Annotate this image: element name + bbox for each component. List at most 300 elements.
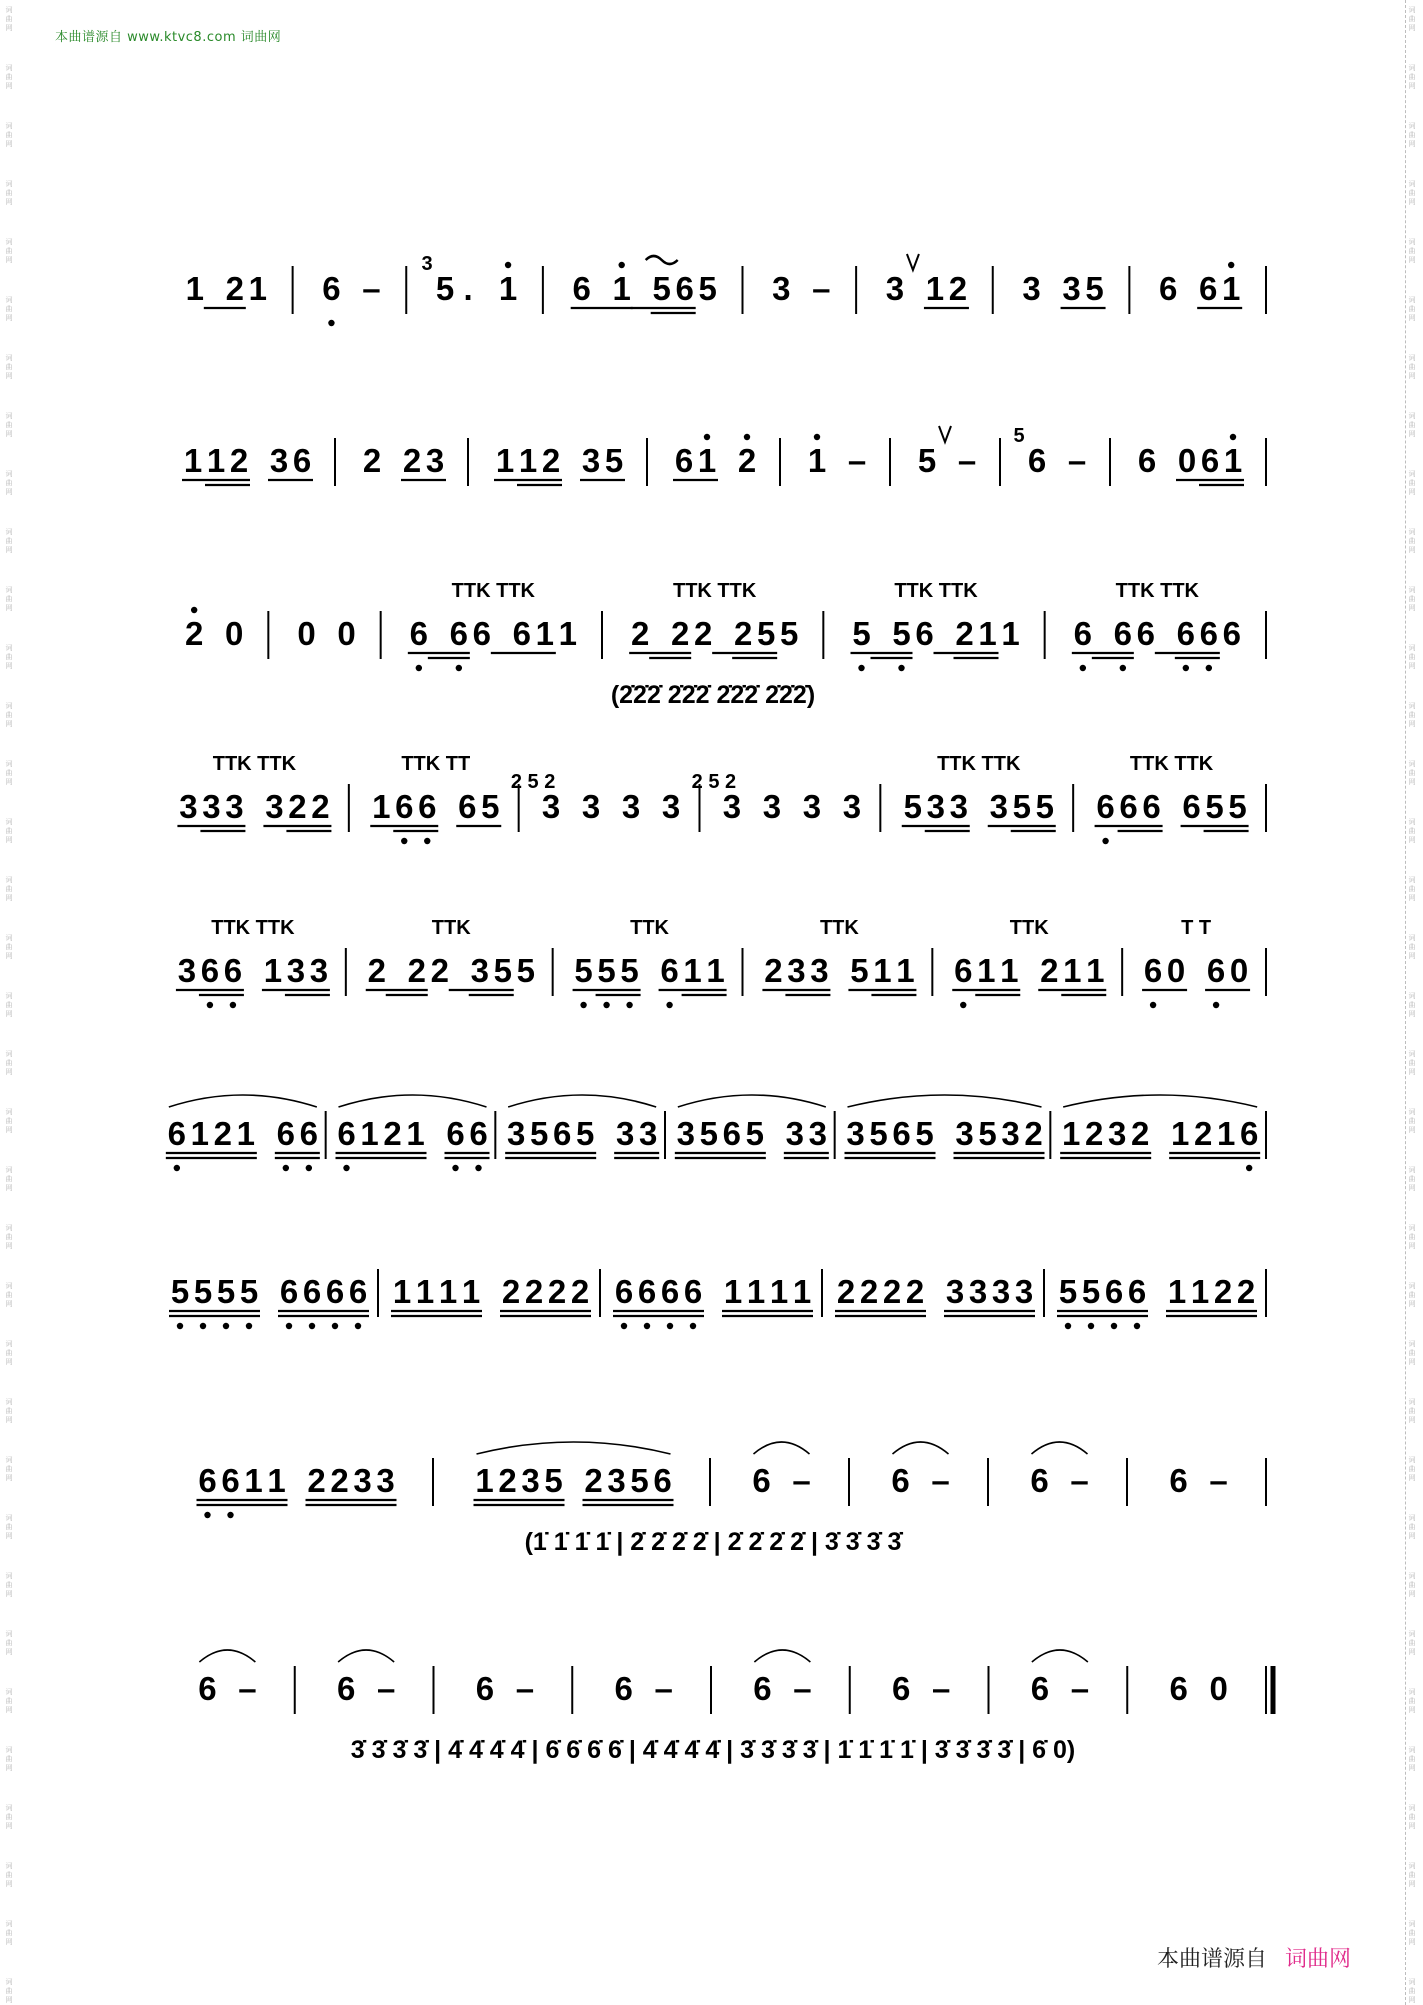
note-glyph: 1 bbox=[977, 952, 996, 989]
note-glyph: 5 bbox=[978, 1115, 997, 1152]
accompaniment-line: 3̇ 3̇ 3̇ 3̇ | 4̇ 4̇ 4̇ 4̇ | 6̇ 6̇ 6̇ 6̇ | 4̇ 4̇ 4̇ 4̇ | 3̇ 3̇ 3̇ 3̇ | 1̇ 1̇ 1̇ 1̇ | 3̇ 3̇ 3̇ 3̇ | 6̇ 0) bbox=[350, 1736, 1076, 1764]
note-glyph: 1 bbox=[495, 442, 515, 479]
note-glyph: 2 bbox=[1084, 1115, 1104, 1152]
side-watermark-glyph: 词 bbox=[5, 1978, 13, 1986]
note-glyph: 1 bbox=[236, 1115, 256, 1152]
side-watermark-glyph: 曲 bbox=[5, 1987, 13, 1995]
note-glyph: 3 bbox=[269, 442, 289, 479]
side-watermark-glyph: 词 bbox=[5, 1746, 13, 1754]
note-glyph: – bbox=[793, 1670, 812, 1707]
side-watermark-glyph: 网 bbox=[5, 372, 13, 380]
side-watermark-glyph: 曲 bbox=[5, 885, 13, 893]
slur-arc bbox=[169, 1095, 317, 1107]
side-watermark-glyph: 网 bbox=[1408, 1532, 1416, 1540]
low-octave-dot bbox=[200, 1323, 206, 1329]
footer-lead-text: 本曲谱源自 bbox=[1157, 1947, 1268, 1972]
note-glyph: 0 bbox=[1177, 442, 1197, 479]
low-octave-dot bbox=[328, 320, 334, 326]
note-glyph: 6 bbox=[1073, 615, 1093, 652]
side-watermark-glyph: 网 bbox=[5, 546, 13, 554]
note-glyph: 1 bbox=[360, 1115, 379, 1152]
low-octave-dot bbox=[580, 1002, 586, 1008]
side-watermark-glyph: 词 bbox=[1408, 992, 1416, 1000]
side-watermark-glyph: 词 bbox=[5, 1224, 13, 1232]
note-glyph: 1 bbox=[1223, 442, 1243, 479]
note-glyph: 3 bbox=[521, 1462, 540, 1499]
note-glyph: 6 bbox=[512, 615, 532, 652]
note-glyph: 2 bbox=[288, 788, 307, 825]
side-watermark-glyph: 网 bbox=[1408, 1358, 1416, 1366]
low-octave-dot bbox=[603, 1002, 609, 1008]
note-glyph: 0 bbox=[297, 615, 316, 652]
note-glyph: 6 bbox=[221, 1462, 240, 1499]
note-glyph: 6 bbox=[753, 1670, 772, 1707]
low-octave-dot bbox=[1246, 1165, 1252, 1171]
note-glyph: 1 bbox=[263, 952, 283, 989]
accompaniment-line: (1̇ 1̇ 1̇ 1̇ | 2̇ 2̇ 2̇ 2̇ | 2̇ 2̇ 2̇ 2̇ | 3̇ 3̇ 3̇ 3̇ bbox=[524, 1528, 902, 1556]
side-watermark-glyph: 网 bbox=[1408, 430, 1416, 438]
note-glyph: 3 bbox=[179, 788, 198, 825]
side-watermark-glyph: 词 bbox=[5, 6, 13, 14]
side-watermark-glyph: 曲 bbox=[5, 1001, 13, 1009]
side-watermark-glyph: 曲 bbox=[1408, 537, 1416, 545]
side-watermark-glyph: 词 bbox=[1408, 1862, 1416, 1870]
note-glyph: 6 bbox=[1159, 270, 1178, 307]
side-watermark-glyph: 网 bbox=[5, 1880, 13, 1888]
note-glyph: 3 bbox=[762, 788, 782, 825]
side-watermark-glyph: 曲 bbox=[5, 1349, 13, 1357]
low-octave-dot bbox=[1120, 665, 1126, 671]
high-octave-dot bbox=[1228, 262, 1234, 268]
note-glyph: 6 bbox=[395, 788, 414, 825]
low-octave-dot bbox=[1111, 1323, 1117, 1329]
note-glyph: 2 bbox=[383, 1115, 402, 1152]
breath-mark bbox=[907, 254, 919, 270]
side-watermark-glyph: 网 bbox=[5, 778, 13, 786]
note-glyph: – bbox=[1067, 442, 1087, 479]
side-watermark-glyph: 网 bbox=[5, 1068, 13, 1076]
note-glyph: 3 bbox=[376, 1462, 395, 1499]
note-glyph: 2 bbox=[882, 1273, 902, 1310]
note-glyph: 1 bbox=[244, 1462, 263, 1499]
side-watermark-glyph: 词 bbox=[1408, 1630, 1416, 1638]
note-glyph: 6 bbox=[637, 1273, 657, 1310]
note-glyph: 3 bbox=[506, 1115, 526, 1152]
side-watermark-glyph: 词 bbox=[5, 1398, 13, 1406]
side-watermark-glyph: 曲 bbox=[5, 1117, 13, 1125]
side-watermark-glyph: 词 bbox=[1408, 1108, 1416, 1116]
note-glyph: 5 bbox=[597, 952, 616, 989]
side-watermark-glyph: 曲 bbox=[1408, 1465, 1416, 1473]
side-watermark-glyph: 网 bbox=[5, 894, 13, 902]
note-glyph: 6 bbox=[892, 1115, 911, 1152]
side-watermark-glyph: 曲 bbox=[5, 711, 13, 719]
note-glyph: 6 bbox=[1096, 788, 1115, 825]
low-octave-dot bbox=[1213, 1002, 1219, 1008]
note-glyph: 2 bbox=[229, 442, 249, 479]
side-watermark-glyph: 曲 bbox=[1408, 1929, 1416, 1937]
side-watermark-glyph: 词 bbox=[1408, 818, 1416, 826]
note-glyph: 6 bbox=[1199, 270, 1218, 307]
side-watermark-glyph: 词 bbox=[1408, 934, 1416, 942]
note-glyph: 1 bbox=[518, 442, 538, 479]
note-glyph: 3 bbox=[802, 788, 822, 825]
side-watermark-glyph: 词 bbox=[1408, 1282, 1416, 1290]
note-glyph: 1 bbox=[535, 615, 555, 652]
side-watermark-glyph: 网 bbox=[1408, 662, 1416, 670]
side-watermark-glyph: 曲 bbox=[5, 1059, 13, 1067]
tonguing-mark: TTK bbox=[630, 917, 670, 939]
note-glyph: 5 bbox=[604, 442, 624, 479]
note-glyph: 2 bbox=[213, 1115, 233, 1152]
note-glyph: 6 bbox=[446, 1115, 465, 1152]
side-watermark-glyph: 词 bbox=[5, 1572, 13, 1580]
note-glyph: 1 bbox=[438, 1273, 458, 1310]
note-glyph: 2 bbox=[402, 442, 422, 479]
note-glyph: – bbox=[1070, 1670, 1090, 1707]
side-watermark-glyph: 网 bbox=[1408, 720, 1416, 728]
note-glyph: 1 bbox=[267, 1462, 286, 1499]
note-glyph: 1 bbox=[183, 442, 203, 479]
note-glyph: 2 bbox=[859, 1273, 879, 1310]
note-glyph: 3 bbox=[787, 952, 806, 989]
mordent-ornament bbox=[646, 256, 678, 264]
side-watermark-glyph: 网 bbox=[5, 430, 13, 438]
low-octave-dot bbox=[286, 1323, 292, 1329]
note-glyph: 5 bbox=[529, 1115, 549, 1152]
side-watermark-glyph: 网 bbox=[5, 662, 13, 670]
side-watermark-glyph: 曲 bbox=[1408, 1407, 1416, 1415]
note-glyph: 2 bbox=[307, 1462, 326, 1499]
note-glyph: 5 bbox=[1085, 270, 1104, 307]
side-watermark-glyph: 词 bbox=[1408, 1166, 1416, 1174]
low-octave-dot bbox=[456, 665, 462, 671]
note-glyph: 6 bbox=[302, 1273, 322, 1310]
note-glyph: 5 bbox=[1081, 1273, 1101, 1310]
low-octave-dot bbox=[306, 1165, 312, 1171]
note-glyph: 6 bbox=[276, 1115, 296, 1152]
side-watermark-glyph: 词 bbox=[1408, 6, 1416, 14]
low-octave-dot bbox=[1088, 1323, 1094, 1329]
note-glyph: 3 bbox=[785, 1115, 805, 1152]
note-glyph: 6 bbox=[1030, 1462, 1049, 1499]
side-watermark-glyph: 词 bbox=[1408, 586, 1416, 594]
note-glyph: 2 bbox=[670, 615, 690, 652]
note-glyph: 6 bbox=[915, 615, 934, 652]
side-watermark-glyph: 网 bbox=[1408, 546, 1416, 554]
note-glyph: 3 bbox=[581, 442, 601, 479]
side-watermark-glyph: 网 bbox=[1408, 1474, 1416, 1482]
note-glyph: 6 bbox=[322, 270, 341, 307]
side-watermark-glyph: 曲 bbox=[5, 769, 13, 777]
note-glyph: 3 bbox=[621, 788, 641, 825]
side-watermark-glyph: 词 bbox=[5, 1050, 13, 1058]
note-glyph: 5 bbox=[869, 1115, 888, 1152]
side-watermark-glyph: 网 bbox=[5, 836, 13, 844]
note-glyph: 5 bbox=[892, 615, 911, 652]
side-watermark-glyph: 曲 bbox=[1408, 1639, 1416, 1647]
low-octave-dot bbox=[1183, 665, 1189, 671]
note-glyph: 1 bbox=[406, 1115, 425, 1152]
side-watermark-glyph: 曲 bbox=[5, 1581, 13, 1589]
side-watermark-glyph: 网 bbox=[5, 1184, 13, 1192]
note-glyph: 3 bbox=[470, 952, 489, 989]
side-watermark-glyph: 网 bbox=[5, 1358, 13, 1366]
note-glyph: 3 bbox=[1022, 270, 1041, 307]
low-octave-dot bbox=[666, 1002, 672, 1008]
low-octave-dot bbox=[475, 1165, 481, 1171]
low-octave-dot bbox=[401, 838, 407, 844]
note-glyph: – bbox=[515, 1670, 535, 1707]
note-glyph: 6 bbox=[469, 1115, 488, 1152]
side-watermark-glyph: 曲 bbox=[5, 15, 13, 23]
note-glyph: 6 bbox=[449, 615, 469, 652]
note-glyph: – bbox=[931, 1670, 951, 1707]
note-glyph: 3 bbox=[991, 1273, 1011, 1310]
note-glyph: 5 bbox=[493, 952, 512, 989]
slur-arc bbox=[754, 1650, 810, 1662]
low-octave-dot bbox=[424, 838, 430, 844]
side-watermark-glyph: 曲 bbox=[5, 653, 13, 661]
side-watermark-glyph: 曲 bbox=[5, 305, 13, 313]
note-glyph: 1 bbox=[1086, 952, 1105, 989]
side-watermark-glyph: 网 bbox=[5, 1996, 13, 2004]
note-glyph: 5 bbox=[917, 442, 937, 479]
note-glyph: 1 bbox=[683, 952, 702, 989]
tonguing-mark: TTK bbox=[1009, 917, 1049, 939]
note-glyph: 1 bbox=[1061, 1115, 1081, 1152]
accompaniment-line: (2̇2̇2̇ 2̇2̇2̇ 2̇2̇2̇ 2̇2̇2̇) bbox=[610, 681, 816, 709]
side-watermark-glyph: 网 bbox=[5, 82, 13, 90]
side-watermark-glyph: 词 bbox=[5, 586, 13, 594]
side-watermark-glyph: 曲 bbox=[1408, 1523, 1416, 1531]
note-glyph: 3 bbox=[808, 1115, 828, 1152]
note-glyph: 6 bbox=[418, 788, 437, 825]
note-glyph: 6 bbox=[292, 442, 312, 479]
side-watermark-glyph: 曲 bbox=[1408, 1755, 1416, 1763]
note-glyph: 2 bbox=[541, 442, 561, 479]
side-watermark-glyph: 词 bbox=[1408, 1514, 1416, 1522]
side-watermark-glyph: 词 bbox=[5, 64, 13, 72]
low-octave-dot bbox=[283, 1165, 289, 1171]
high-octave-dot bbox=[618, 262, 624, 268]
note-glyph: 2 bbox=[955, 615, 974, 652]
side-watermark-glyph: 曲 bbox=[1408, 15, 1416, 23]
side-watermark-glyph: 词 bbox=[5, 354, 13, 362]
note-glyph: 3 bbox=[541, 788, 561, 825]
note-glyph: – bbox=[812, 270, 831, 307]
note-glyph: 3 bbox=[722, 788, 742, 825]
note-glyph: 2 bbox=[1236, 1273, 1256, 1310]
note-glyph: 1 bbox=[190, 1115, 210, 1152]
side-watermark-glyph: 曲 bbox=[1408, 885, 1416, 893]
note-glyph: 1 bbox=[248, 270, 267, 307]
side-watermark-glyph: 网 bbox=[5, 314, 13, 322]
note-glyph: 6 bbox=[1239, 1115, 1259, 1152]
side-watermark-glyph: 网 bbox=[5, 952, 13, 960]
side-watermark-glyph: 词 bbox=[1408, 1978, 1416, 1986]
side-watermark-glyph: 网 bbox=[1408, 836, 1416, 844]
side-watermark-glyph: 词 bbox=[1408, 354, 1416, 362]
note-glyph: 3 bbox=[661, 788, 681, 825]
note-glyph: 3 bbox=[949, 788, 968, 825]
side-watermark-glyph: 曲 bbox=[1408, 1059, 1416, 1067]
note-glyph: 5 bbox=[1012, 788, 1031, 825]
tonguing-mark: TTK TT bbox=[401, 753, 471, 775]
slur-arc bbox=[339, 1095, 487, 1107]
note-glyph: 6 bbox=[1142, 788, 1161, 825]
side-watermark-glyph: 曲 bbox=[5, 1929, 13, 1937]
note-glyph: 3 bbox=[425, 442, 445, 479]
tonguing-mark: T T bbox=[1181, 917, 1212, 939]
note-glyph: 5 bbox=[575, 1115, 595, 1152]
side-watermark-glyph: 词 bbox=[5, 760, 13, 768]
note-glyph: 0 bbox=[337, 615, 356, 652]
side-watermark-glyph: 词 bbox=[1408, 1746, 1416, 1754]
note-glyph: 6 bbox=[1169, 1462, 1188, 1499]
note-glyph: 1 bbox=[415, 1273, 435, 1310]
footer-brand-link[interactable]: 词曲网 bbox=[1285, 1947, 1352, 1972]
note-glyph: 5 bbox=[193, 1273, 213, 1310]
note-glyph: 3 bbox=[638, 1115, 658, 1152]
low-octave-dot bbox=[452, 1165, 458, 1171]
note-glyph: 3 bbox=[989, 788, 1008, 825]
side-watermark-glyph: 网 bbox=[1408, 1996, 1416, 2004]
low-octave-dot bbox=[174, 1165, 180, 1171]
note-glyph: 6 bbox=[552, 1115, 572, 1152]
note-glyph: 1 bbox=[978, 615, 997, 652]
tonguing-mark: TTK TTK bbox=[937, 753, 1021, 775]
note-glyph: 2 bbox=[570, 1273, 590, 1310]
side-watermark-glyph: 曲 bbox=[1408, 363, 1416, 371]
low-octave-dot bbox=[207, 1002, 213, 1008]
note-glyph: 1 bbox=[612, 270, 631, 307]
side-watermark-glyph: 曲 bbox=[5, 479, 13, 487]
side-watermark-glyph: 词 bbox=[5, 296, 13, 304]
side-watermark-glyph: 词 bbox=[1408, 1398, 1416, 1406]
side-watermark-glyph: 网 bbox=[5, 604, 13, 612]
side-watermark-glyph: 曲 bbox=[5, 827, 13, 835]
high-octave-dot bbox=[814, 434, 820, 440]
note-glyph: 5 bbox=[745, 1115, 765, 1152]
note-glyph: 6 bbox=[348, 1273, 368, 1310]
side-watermark-glyph: 曲 bbox=[5, 1697, 13, 1705]
note-glyph: 6 bbox=[1143, 952, 1163, 989]
side-watermark-glyph: 词 bbox=[5, 1862, 13, 1870]
low-octave-dot bbox=[246, 1323, 252, 1329]
note-glyph: 6 bbox=[409, 615, 429, 652]
grace-note: 3 bbox=[421, 253, 433, 275]
note-glyph: 2 bbox=[1040, 952, 1059, 989]
slur-arc bbox=[893, 1442, 949, 1454]
note-glyph: 3 bbox=[842, 788, 862, 825]
low-octave-dot bbox=[230, 1002, 236, 1008]
side-watermark-glyph: 词 bbox=[5, 122, 13, 130]
side-watermark-glyph: 网 bbox=[1408, 24, 1416, 32]
note-glyph: 5 bbox=[1228, 788, 1247, 825]
note-glyph: 1 bbox=[1167, 1273, 1187, 1310]
note-glyph: 5 bbox=[852, 615, 871, 652]
high-octave-dot bbox=[505, 262, 511, 268]
side-watermark-glyph: 词 bbox=[5, 1630, 13, 1638]
high-octave-dot bbox=[191, 607, 197, 613]
note-glyph: 5 bbox=[239, 1273, 259, 1310]
side-watermark-glyph: 词 bbox=[1408, 296, 1416, 304]
note-glyph: 3 bbox=[1001, 1115, 1020, 1152]
note-glyph: 6 bbox=[722, 1115, 742, 1152]
note-glyph: 1 bbox=[498, 270, 518, 307]
side-watermark-glyph: 网 bbox=[1408, 1184, 1416, 1192]
note-glyph: 6 bbox=[891, 1670, 911, 1707]
note-glyph: 1 bbox=[697, 442, 717, 479]
note-glyph: 6 bbox=[660, 1273, 680, 1310]
side-watermark-glyph: 网 bbox=[5, 1590, 13, 1598]
side-watermark-glyph: 词 bbox=[1408, 1572, 1416, 1580]
note-glyph: 6 bbox=[1206, 952, 1226, 989]
side-watermark-glyph: 曲 bbox=[1408, 1233, 1416, 1241]
side-watermark-glyph: 网 bbox=[5, 1242, 13, 1250]
side-watermark-glyph: 网 bbox=[5, 256, 13, 264]
note-glyph: 5 bbox=[544, 1462, 563, 1499]
tonguing-mark: TTK bbox=[431, 917, 471, 939]
low-octave-dot bbox=[960, 1002, 966, 1008]
note-glyph: 1 bbox=[769, 1273, 789, 1310]
side-watermark-glyph: 网 bbox=[1408, 372, 1416, 380]
note-glyph: 6 bbox=[458, 788, 477, 825]
note-glyph: 6 bbox=[674, 442, 694, 479]
side-watermark-glyph: 网 bbox=[5, 1706, 13, 1714]
side-watermark-glyph: 曲 bbox=[5, 1175, 13, 1183]
low-octave-dot bbox=[644, 1323, 650, 1329]
note-glyph: 5 bbox=[574, 952, 593, 989]
side-watermark-glyph: 词 bbox=[5, 180, 13, 188]
side-watermark-glyph: 词 bbox=[5, 702, 13, 710]
note-glyph: 5 bbox=[481, 788, 500, 825]
note-glyph: 3 bbox=[926, 788, 945, 825]
note-glyph: – bbox=[847, 442, 867, 479]
slur-arc bbox=[848, 1095, 1042, 1107]
note-glyph: 3 bbox=[1014, 1273, 1034, 1310]
side-watermark-glyph: 曲 bbox=[5, 1523, 13, 1531]
side-watermark-glyph: 曲 bbox=[5, 131, 13, 139]
note-glyph: 3 bbox=[885, 270, 905, 307]
note-glyph: 6 bbox=[1169, 1670, 1188, 1707]
grace-note: 2 5 2 bbox=[691, 771, 737, 793]
side-watermark-glyph: 网 bbox=[1408, 198, 1416, 206]
note-glyph: 6 bbox=[1113, 615, 1133, 652]
side-watermark-glyph: 网 bbox=[1408, 1068, 1416, 1076]
note-glyph: – bbox=[931, 1462, 950, 1499]
side-watermark-glyph: 词 bbox=[1408, 876, 1416, 884]
side-watermark-glyph: 词 bbox=[1408, 1050, 1416, 1058]
side-watermark-glyph: 词 bbox=[1408, 1688, 1416, 1696]
side-watermark-glyph: 词 bbox=[1408, 238, 1416, 246]
note-glyph: 6 bbox=[299, 1115, 319, 1152]
slur-arc bbox=[199, 1650, 255, 1662]
note-glyph: 1 bbox=[1190, 1273, 1210, 1310]
side-watermark-glyph: 曲 bbox=[1408, 247, 1416, 255]
tonguing-mark: TTK TTK bbox=[1129, 753, 1214, 775]
side-watermark-glyph: 曲 bbox=[1408, 1813, 1416, 1821]
side-watermark-glyph: 网 bbox=[5, 1416, 13, 1424]
side-watermark-glyph: 曲 bbox=[5, 943, 13, 951]
source-footer bbox=[1157, 1942, 1351, 1973]
side-watermark-glyph: 网 bbox=[1408, 1010, 1416, 1018]
note-glyph: 6 bbox=[614, 1273, 634, 1310]
side-watermark-glyph: 词 bbox=[5, 644, 13, 652]
side-watermark-glyph: 曲 bbox=[5, 1639, 13, 1647]
note-glyph: 3 bbox=[810, 952, 829, 989]
